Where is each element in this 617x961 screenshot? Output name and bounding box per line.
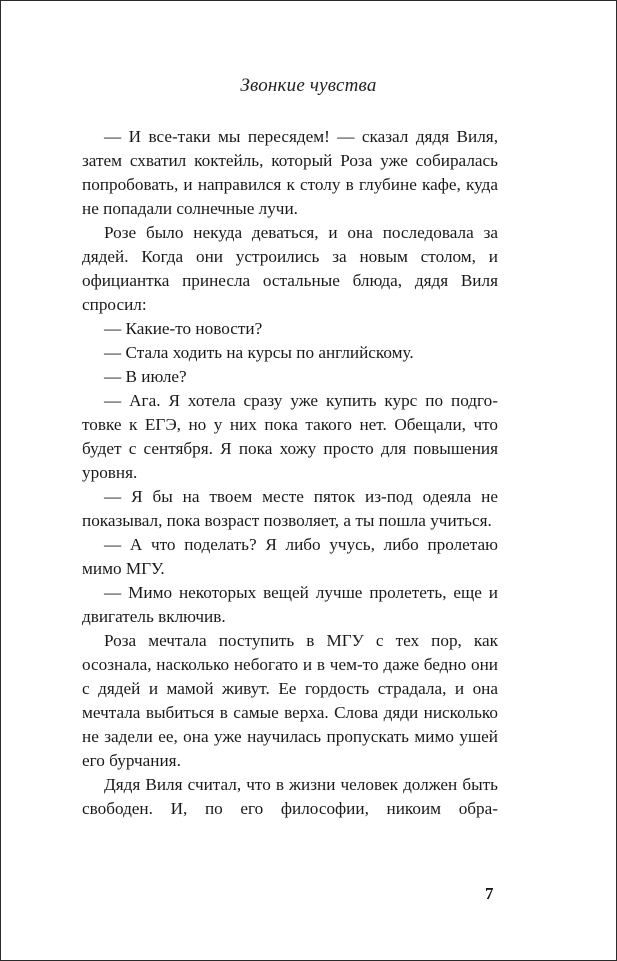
running-title: Звонкие чувства [240, 75, 377, 96]
dialogue-line: — В июле? [104, 367, 187, 386]
paragraph: Роза мечтала поступить в МГУ с тех пор, как осознала, насколько небогато и в чем-то даже бедно они с дядей и мамой живут. Ее гордость страдала, и она мечтала выбиться в самые верха. Слова дяди нисколько не задели ее, она уже научилась пропускать мимо ушей его бурчания. [82, 631, 498, 770]
dialogue-line: — Мимо некоторых вещей лучше пролететь, еще и двигатель включив. [82, 583, 498, 626]
paragraph: — И все-таки мы пересядем! — сказал дядя Виля, затем схватил коктейль, который Роза уже собиралась попробовать, и направился к столу в глубине кафе, куда не попадали солнечные лучи. [82, 127, 498, 218]
page-number: 7 [485, 884, 494, 903]
body-text [82, 125, 498, 821]
paragraph: Дядя Виля считал, что в жизни человек должен быть свободен. И, по его философии, никоим обра- [82, 775, 498, 818]
dialogue-line: — Ага. Я хотела сразу уже купить курс по подготовке к ЕГЭ, но у них пока такого нет. Обещали, что будет с сентября. Я пока хожу просто для повышения уровня. [82, 391, 498, 482]
dialogue-line: — Я бы на твоем месте пяток из-под одеяла не показывал, пока возраст позволяет, а ты пошла учиться. [82, 487, 498, 530]
dialogue-line: — Стала ходить на курсы по английскому. [104, 343, 414, 362]
paragraph: Розе было некуда деваться, и она последовала за дядей. Когда они устроились за новым столом, и официантка принесла остальные блюда, дядя Виля спросил: [82, 223, 498, 314]
dialogue-line: — Какие-то новости? [104, 319, 263, 338]
dialogue-line: — А что поделать? Я либо учусь, либо пролетаю мимо МГУ. [82, 535, 498, 578]
